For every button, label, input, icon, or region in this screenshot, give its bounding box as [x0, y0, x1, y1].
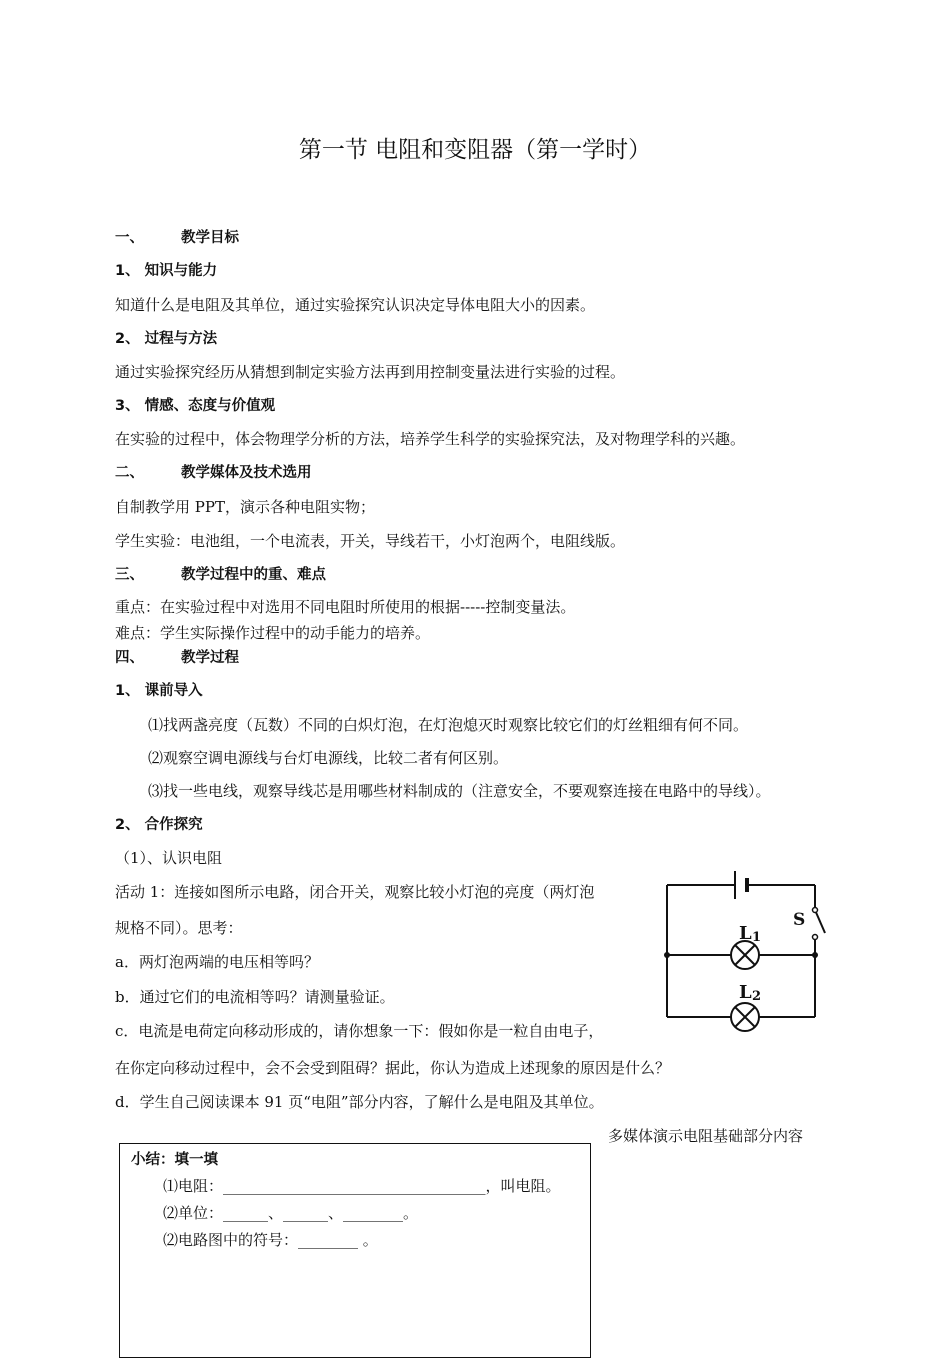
section-2-title: 教学媒体及技术选用: [181, 465, 312, 481]
paragraph-media-2: 学生实验：电池组，一个电流表，开关，导线若干，小灯泡两个，电阻线版。: [115, 532, 626, 550]
activity-1-line-1: 活动 1：连接如图所示电路，闭合开关，观察比较小灯泡的亮度（两灯泡: [115, 883, 595, 901]
paragraph-process: 通过实验探究经历从猜想到制定实验方法再到用控制变量法进行实验的过程。: [115, 363, 626, 381]
lamp-l2-label: L: [739, 982, 752, 1003]
media-note: 多媒体演示电阻基础部分内容: [608, 1127, 804, 1145]
subsection-1-1: 1、 知识与能力: [115, 263, 218, 279]
lamp-l2-subscript: 2: [752, 989, 762, 1004]
paragraph-media-1: 自制教学用 PPT，演示各种电阻实物；: [115, 498, 375, 516]
question-d: d．学生自己阅读课本 91 页“电阻”部分内容，了解什么是电阻及其单位。: [115, 1093, 604, 1111]
lamp-l1-subscript: 1: [752, 930, 762, 945]
section-1-title: 教学目标: [181, 230, 239, 246]
question-c: c．电流是电荷定向移动形成的，请你想象一下：假如你是一粒自由电子，: [115, 1022, 604, 1040]
section-3-title: 教学过程中的重、难点: [181, 567, 326, 583]
question-c-continued: 在你定向移动过程中，会不会受到阻碍？据此，你认为造成上述现象的原因是什么？: [115, 1059, 671, 1077]
paragraph-attitude: 在实验的过程中，体会物理学分析的方法，培养学生科学的实验探究法，及对物理学科的兴趣。: [115, 430, 746, 448]
switch-label: S: [793, 910, 806, 930]
circuit-diagram: [655, 865, 835, 1040]
subsection-4-2-1: （1）、认识电阻: [115, 849, 223, 867]
subsection-1-2: 2、 过程与方法: [115, 331, 218, 347]
summary-line-1: ⑴电阻：___________________________________，叫电阻。: [163, 1177, 561, 1195]
section-4-title: 教学过程: [181, 650, 239, 666]
subsection-4-2: 2、 合作探究: [115, 817, 203, 833]
question-b: b．通过它们的电流相等吗？请测量验证。: [115, 988, 395, 1006]
question-a: a．两灯泡两端的电压相等吗？: [115, 953, 319, 971]
summary-line-3: ⑵电路图中的符号：________ 。: [163, 1231, 378, 1249]
intro-item-1: ⑴找两盏亮度（瓦数）不同的白炽灯泡，在灯泡熄灭时观察比较它们的灯丝粗细有何不同。: [148, 716, 749, 734]
lamp-l1-icon: [731, 941, 759, 969]
paragraph-knowledge: 知道什么是电阻及其单位，通过实验探究认识决定导体电阻大小的因素。: [115, 296, 596, 314]
lamp-l2-icon: [731, 1003, 759, 1031]
paragraph-key-point: 重点：在实验过程中对选用不同电阻时所使用的根据-----控制变量法。: [115, 598, 576, 616]
summary-line-2: ⑵单位：______、______、________。: [163, 1204, 419, 1222]
section-1-number: 一、: [115, 230, 144, 246]
summary-heading: 小结：填一填: [131, 1152, 218, 1168]
intro-item-3: ⑶找一些电线，观察导线芯是用哪些材料制成的（注意安全，不要观察连接在电路中的导线）。: [148, 782, 771, 800]
intro-item-2: ⑵观察空调电源线与台灯电源线，比较二者有何区别。: [148, 749, 509, 767]
subsection-4-1: 1、 课前导入: [115, 683, 203, 699]
section-2-number: 二、: [115, 465, 144, 481]
subsection-1-3: 3、 情感、态度与价值观: [115, 398, 276, 414]
page-title: 第一节 电阻和变阻器（第一学时）: [298, 137, 652, 163]
section-3-number: 三、: [115, 567, 144, 583]
lamp-l1-label: L: [739, 923, 752, 944]
paragraph-difficulty: 难点：学生实际操作过程中的动手能力的培养。: [115, 624, 431, 642]
activity-1-line-2: 规格不同）。思考：: [115, 919, 243, 937]
section-4-number: 四、: [115, 650, 144, 666]
